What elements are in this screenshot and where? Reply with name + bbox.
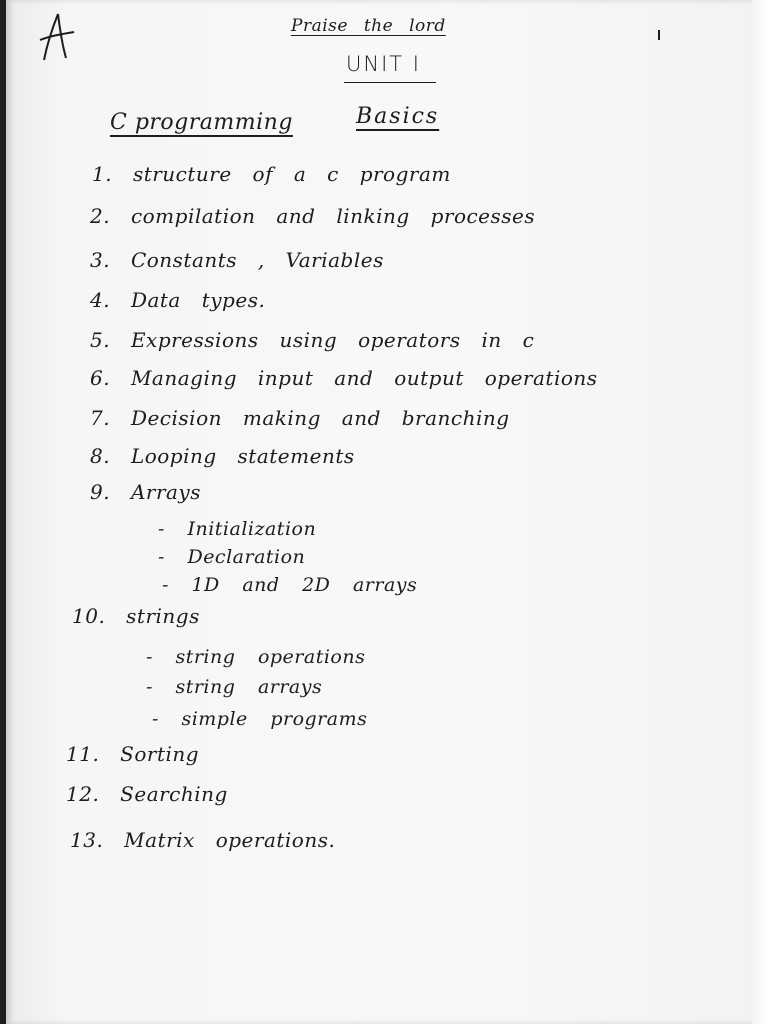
- list-item: 10. strings: [72, 604, 200, 628]
- list-item: 2. compilation and linking processes: [90, 204, 536, 228]
- list-item: 1. structure of a c program: [92, 162, 451, 186]
- list-item: 7. Decision making and branching: [90, 406, 510, 430]
- list-item: 3. Constants , Variables: [90, 248, 384, 272]
- sub-item: - Declaration: [158, 546, 306, 568]
- topic-subtitle: Basics: [356, 104, 440, 129]
- list-item: 12. Searching: [66, 782, 228, 806]
- sub-item: - simple programs: [152, 708, 368, 730]
- stray-mark: [658, 30, 660, 40]
- unit-underline: [344, 82, 436, 83]
- sub-item: - 1D and 2D arrays: [162, 574, 418, 596]
- sub-item: - string arrays: [146, 676, 323, 698]
- topic-title: C programming: [110, 110, 293, 135]
- initial-mark-icon: [36, 10, 76, 62]
- praise-heading: Praise the lord: [291, 16, 446, 36]
- list-item: 4. Data types.: [90, 288, 266, 312]
- list-item: 9. Arrays: [90, 480, 201, 504]
- list-item: 11. Sorting: [66, 742, 200, 766]
- list-item: 8. Looping statements: [90, 444, 355, 468]
- notebook-page: [6, 0, 752, 1024]
- list-item: 13. Matrix operations.: [70, 828, 336, 852]
- sub-item: - Initialization: [158, 518, 317, 540]
- list-item: 6. Managing input and output operations: [90, 366, 598, 390]
- unit-title: UNIT I: [346, 52, 421, 76]
- list-item: 5. Expressions using operators in c: [90, 328, 535, 352]
- sub-item: - string operations: [146, 646, 366, 668]
- page-right-margin: [752, 0, 768, 1024]
